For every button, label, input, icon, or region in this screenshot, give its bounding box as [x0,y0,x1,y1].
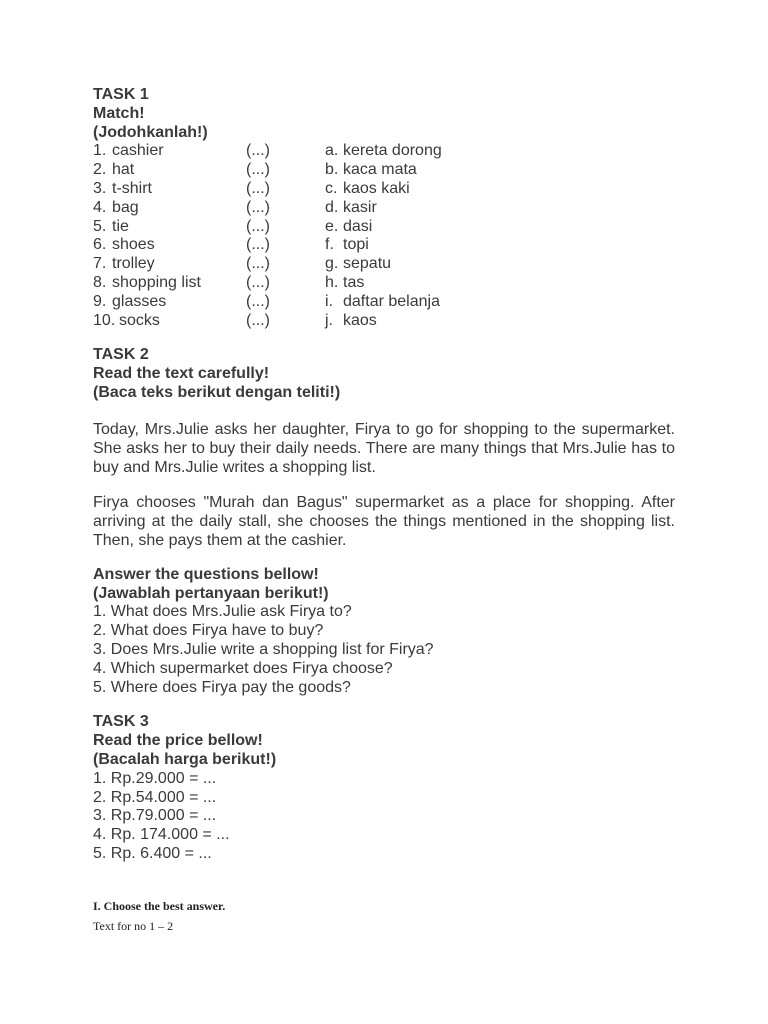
match-blank: (...) [246,255,270,273]
match-meaning: tas [343,273,365,291]
task1-instruction-id: (Jodohkanlah!) [93,123,208,141]
reading-paragraph-2: Firya chooses "Murah dan Bagus" supermarket as a place for shopping. After arriving at the daily stall, she chooses the things mentioned in the shopping list. Then, she pays them at the cashier. [93,493,675,549]
question-item: 3. Does Mrs.Julie write a shopping list for Firya? [93,640,434,658]
task3-title: TASK 3 [93,713,149,731]
match-word: hat [112,161,135,179]
match-blank: (...) [246,217,270,235]
match-word: tie [112,217,129,235]
match-letter: e. [325,217,339,235]
match-letter: j. [325,311,333,329]
match-blank: (...) [246,273,270,291]
section1-heading: I. Choose the best answer. [93,899,226,913]
match-meaning: daftar belanja [343,292,440,310]
match-list [93,142,675,330]
match-row [93,180,675,199]
match-row [93,293,675,312]
match-num: 9. [93,292,107,310]
price-item: 5. Rp. 6.400 = ... [93,844,212,862]
match-num: 3. [93,179,107,197]
match-row [93,161,675,180]
match-row [93,312,675,331]
question-item: 1. What does Mrs.Julie ask Firya to? [93,603,352,621]
task1-title: TASK 1 [93,86,149,103]
match-letter: b. [325,161,339,179]
match-blank: (...) [246,236,270,254]
task2-instruction-id: (Baca teks berikut dengan teliti!) [93,383,341,401]
match-num: 7. [93,255,107,273]
match-word: trolley [112,255,155,273]
question-item: 5. Where does Firya pay the goods? [93,678,351,696]
match-num: 5. [93,217,107,235]
match-num: 2. [93,161,107,179]
match-meaning: kereta dorong [343,142,442,160]
match-meaning: dasi [343,217,373,235]
match-blank: (...) [246,292,270,310]
match-num: 8. [93,273,107,291]
task2-instruction: Read the text carefully! [93,365,270,383]
match-blank: (...) [246,142,270,160]
match-word: socks [119,311,160,329]
question-item: 4. Which supermarket does Firya choose? [93,659,393,677]
match-meaning: sepatu [343,255,392,273]
match-letter: g. [325,255,339,273]
match-num: 4. [93,198,107,216]
match-blank: (...) [246,311,270,329]
match-meaning: kaos kaki [343,179,410,197]
match-meaning: topi [343,236,369,254]
match-row [93,274,675,293]
match-num: 6. [93,236,107,254]
match-letter: a. [325,142,339,160]
match-row [93,142,675,161]
match-row [93,255,675,274]
match-word: shopping list [112,273,201,291]
task3-instruction-id: (Bacalah harga berikut!) [93,750,277,768]
match-num: 10. [93,311,116,329]
section1-subheading: Text for no 1 – 2 [93,919,174,933]
match-meaning: kaos [343,311,377,329]
question-item: 2. What does Firya have to buy? [93,622,324,640]
reading-paragraph-1: Today, Mrs.Julie asks her daughter, Firya to go for shopping to the supermarket. She asks her to buy their daily needs. There are many things that Mrs.Julie has to buy and Mrs.Julie writes a shopping list. [93,420,675,476]
match-blank: (...) [246,179,270,197]
match-row [93,199,675,218]
match-letter: i. [325,292,333,310]
price-item: 3. Rp.79.000 = ... [93,807,217,825]
match-word: t-shirt [112,179,152,197]
task3-instruction: Read the price bellow! [93,732,263,750]
document-page [93,86,675,864]
match-letter: c. [325,179,338,197]
match-letter: d. [325,198,339,216]
match-letter: f. [325,236,334,254]
questions-heading-id: (Jawablah pertanyaan berikut!) [93,584,329,602]
price-item: 4. Rp. 174.000 = ... [93,826,230,844]
task2-title: TASK 2 [93,346,149,364]
match-word: glasses [112,292,167,310]
match-row [93,236,675,255]
match-blank: (...) [246,161,270,179]
match-blank: (...) [246,198,270,216]
match-meaning: kaca mata [343,161,417,179]
match-letter: h. [325,273,339,291]
match-row [93,218,675,237]
match-word: bag [112,198,139,216]
price-item: 2. Rp.54.000 = ... [93,788,217,806]
questions-heading: Answer the questions bellow! [93,565,319,583]
match-num: 1. [93,142,107,160]
match-meaning: kasir [343,198,377,216]
task1-instruction: Match! [93,104,145,122]
section-1 [93,896,225,936]
match-word: cashier [112,142,164,160]
price-item: 1. Rp.29.000 = ... [93,769,217,787]
match-word: shoes [112,236,155,254]
